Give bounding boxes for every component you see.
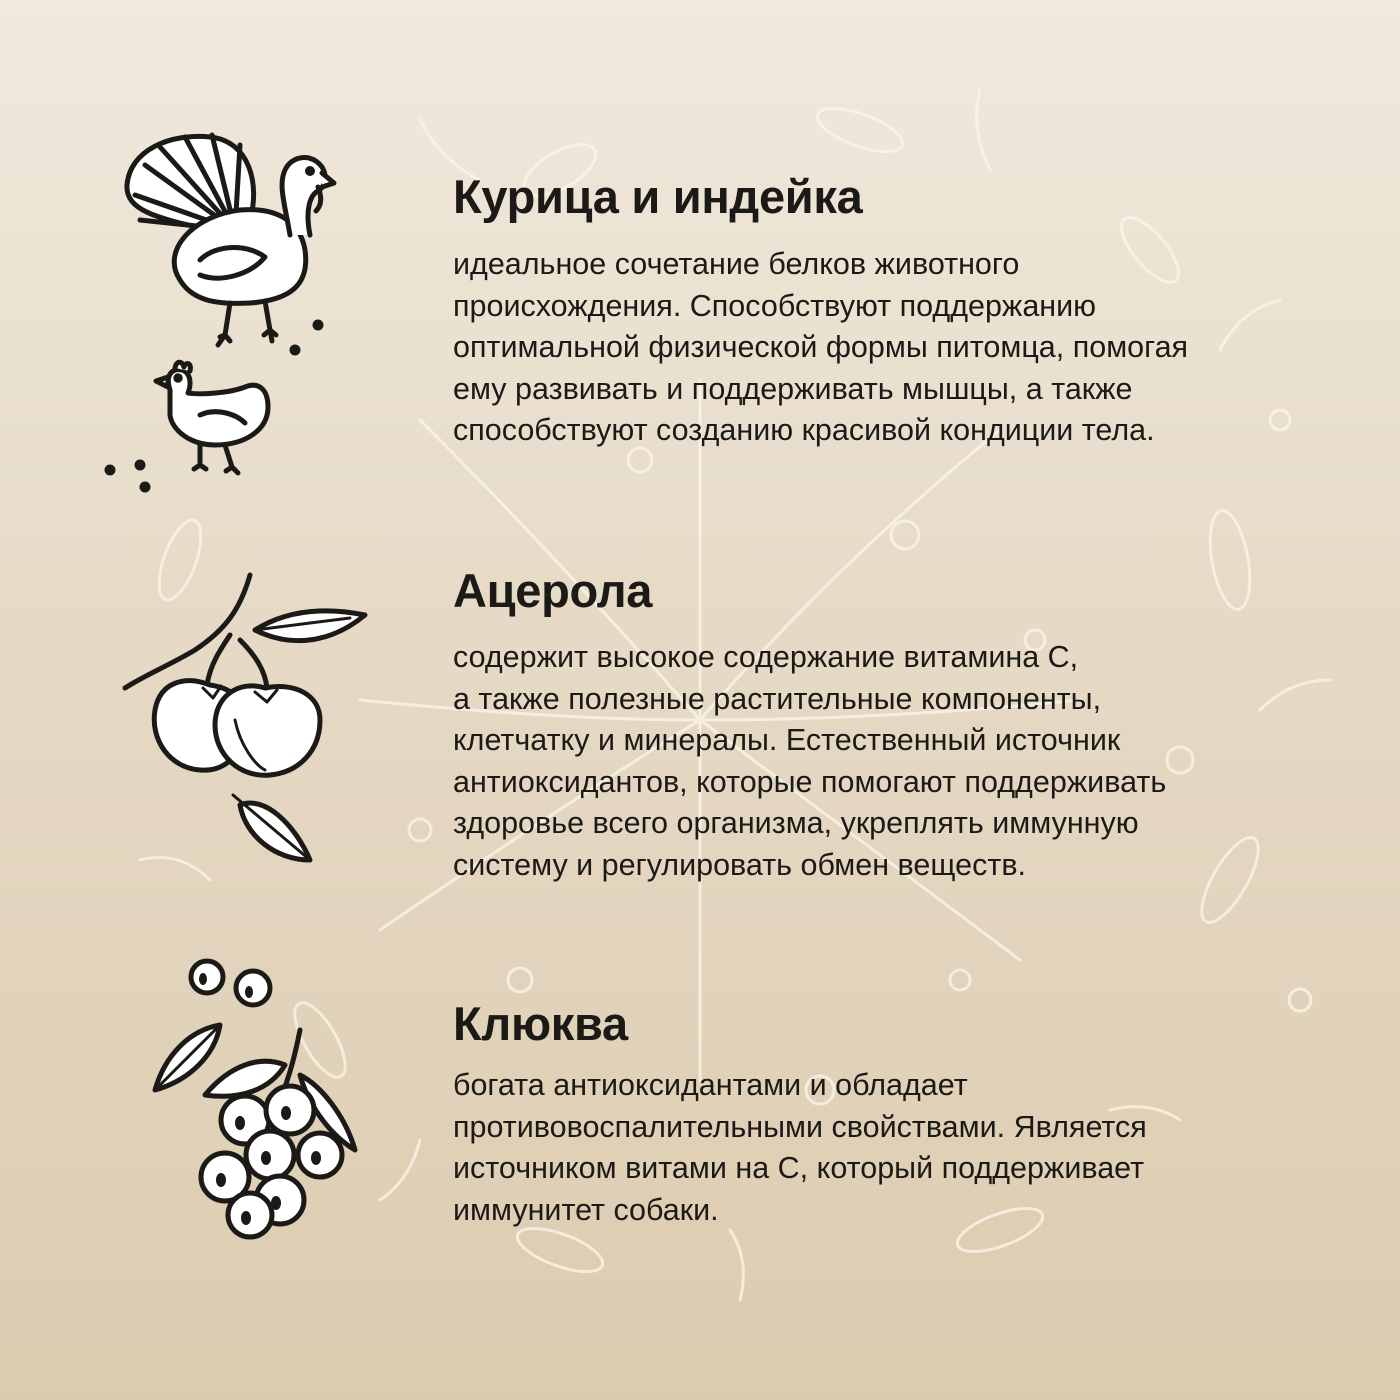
description-line: противовоспалительными свойствами. Является bbox=[453, 1109, 1147, 1144]
description-line: ему развивать и поддерживать мышцы, а также bbox=[453, 371, 1133, 406]
ingredient-title: Курица и индейка bbox=[453, 170, 863, 223]
description-line: систему и регулировать обмен веществ. bbox=[453, 847, 1026, 882]
description-line: происхождения. Способствуют поддержанию bbox=[453, 288, 1097, 323]
description-line: антиоксидантов, которые помогают поддерживать bbox=[453, 764, 1167, 799]
description-line: а также полезные растительные компоненты, bbox=[453, 681, 1102, 716]
description-line: клетчатку и минералы. Естественный источник bbox=[453, 723, 1121, 757]
ingredient-title: Клюква bbox=[453, 997, 628, 1050]
description-line: здоровье всего организма, укреплять иммунную bbox=[453, 806, 1139, 840]
description-line: иммунитет собаки. bbox=[453, 1192, 719, 1227]
cranberry-branch-illustration bbox=[150, 955, 380, 1245]
description-line: способствуют созданию красивой кондиции тела. bbox=[453, 413, 1155, 447]
ingredient-description bbox=[453, 1065, 1147, 1231]
description-line: богата антиоксидантами и обладает bbox=[453, 1068, 968, 1102]
description-line: источником витами на С, который поддерживает bbox=[453, 1151, 1145, 1185]
description-line: оптимальной физической формы питомца, помогая bbox=[453, 330, 1189, 364]
description-line: содержит высокое содержание витамина С, bbox=[453, 640, 1079, 674]
ingredient-title: Ацерола bbox=[453, 564, 653, 617]
description-line: идеальное сочетание белков животного bbox=[453, 247, 1020, 281]
